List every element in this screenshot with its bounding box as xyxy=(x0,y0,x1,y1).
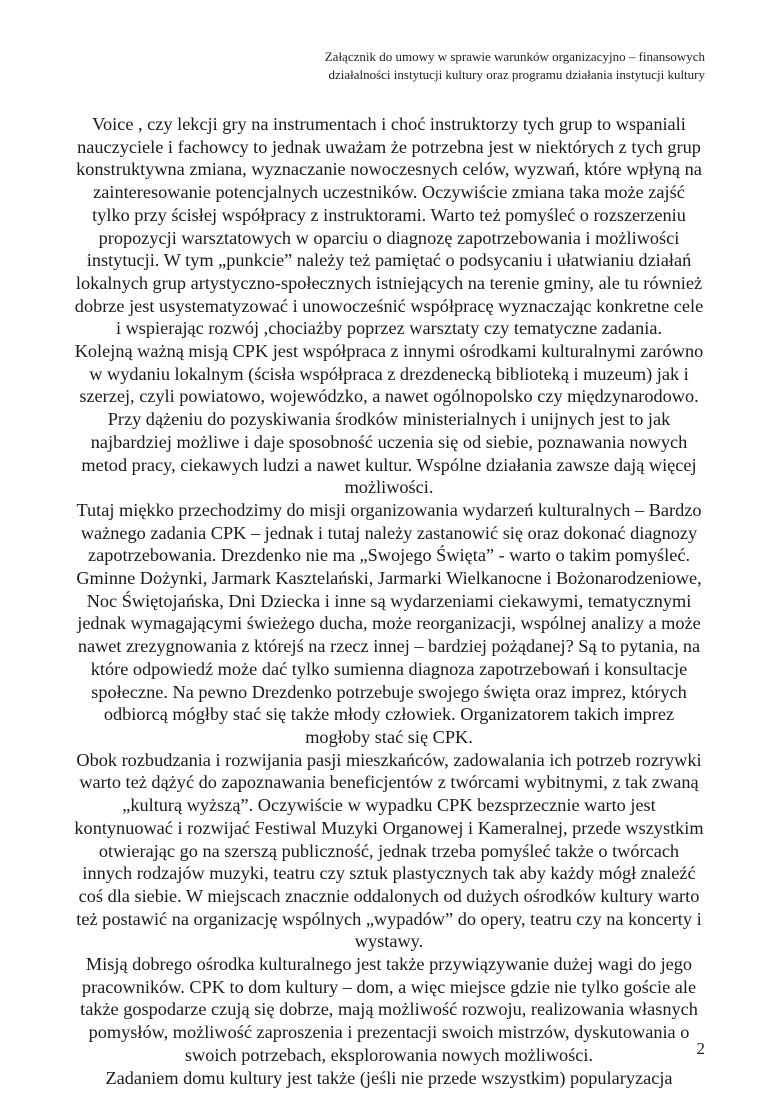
text-line: zapotrzebowania. Drezdenko nie ma „Swojego Święta” - warto o takim pomyśleć. xyxy=(87,545,691,566)
header-line-1: Załącznik do umowy w sprawie warunków organizacyjno – finansowych xyxy=(324,49,705,64)
text-line: także gospodarze czują się dobrze, mają możliwość rozwoju, realizowania własnych xyxy=(80,999,698,1020)
text-line: kontynuować i rozwijać Festiwal Muzyki Organowej i Kameralnej, przede wszystkim xyxy=(74,817,704,838)
text-line: też postawić na organizację wspólnych „wypadów” do opery, teatru czy na koncerty i xyxy=(76,908,702,929)
text-line: propozycji warsztatowych w oparciu o diagnozę zapotrzebowania i możliwości xyxy=(98,227,680,248)
text-line: „kulturą wyższą”. Oczywiście w wypadku CPK bezsprzecznie warto jest xyxy=(122,795,656,816)
text-line: wystawy. xyxy=(354,931,424,952)
text-line: jednak wymagającymi świeżego ducha, może reorganizacji, wspólnej analizy a może xyxy=(77,613,701,634)
text-line: Misją dobrego ośrodka kulturalnego jest także przywiązywanie dużej wagi do jego xyxy=(85,954,693,975)
text-line: Kolejną ważną misją CPK jest współpraca z innymi ośrodkami kulturalnymi zarówno xyxy=(74,341,704,362)
header-line-2: działalności instytucji kultury oraz programu działania instytucji kultury xyxy=(328,67,705,82)
text-line: swoich potrzebach, eksplorowania nowych możliwości. xyxy=(184,1044,594,1065)
text-line: coś dla siebie. W miejscach znacznie oddalonych od dużych ośrodków kultury warto xyxy=(78,885,700,906)
text-line: najbardziej możliwe i daje sposobność uczenia się od siebie, poznawania nowych xyxy=(90,431,688,452)
text-line: Obok rozbudzania i rozwijania pasji mieszkańców, zadowalania ich potrzeb rozrywki xyxy=(76,749,702,770)
text-line: Przy dążeniu do pozyskiwania środków ministerialnych i unijnych jest to jak xyxy=(107,409,671,430)
text-line: które odpowiedź może dać tylko sumienna diagnoza zapotrzebowań i konsultacje xyxy=(90,658,688,679)
text-line: mogłoby stać się CPK. xyxy=(305,726,473,747)
text-line: nawet zrezygnowania z którejś na rzecz innej – bardziej pożądanej? Są to pytania, na xyxy=(77,636,701,657)
text-line: nauczyciele i fachowcy to jednak uważam że potrzebna jest w niektórych z tych grup xyxy=(77,136,701,157)
text-line: pomysłów, możliwość zaproszenia i prezentacji swoich mistrzów, dyskutowania o xyxy=(88,1022,690,1043)
page-header xyxy=(185,48,705,84)
page-number: 2 xyxy=(696,1039,705,1058)
text-line: konstruktywna zmiana, wyznaczanie nowoczesnych celów, wyzwań, które wpłyną na xyxy=(76,159,702,180)
text-line: ważnego zadania CPK – jednak i tutaj należy zastanowić się oraz dokonać diagnozy xyxy=(80,522,698,543)
text-line: metod pracy, ciekawych ludzi a nawet kultur. Wspólne działania zawsze dają więcej xyxy=(81,454,697,475)
text-line: możliwości. xyxy=(344,477,434,498)
text-line: odbiorcą mógłby stać się także młody człowiek. Organizatorem takich imprez xyxy=(103,704,675,725)
document-body xyxy=(68,113,710,1089)
text-line: i wspierając rozwój ,chociażby poprzez warsztaty czy tematyczne zadania. xyxy=(115,318,663,339)
text-line: Voice , czy lekcji gry na instrumentach i choć instruktorzy tych grup to wspaniali xyxy=(92,114,686,134)
text-line: Zadaniem domu kultury jest także (jeśli nie przede wszystkim) popularyzacja xyxy=(105,1067,673,1088)
text-line: pracowników. CPK to dom kultury – dom, a więc miejsce gdzie nie tylko goście ale xyxy=(81,976,697,997)
text-line: Gminne Dożynki, Jarmark Kasztelański, Jarmarki Wielkanocne i Bożonarodzeniowe, xyxy=(76,568,702,589)
text-line: tylko przy ścisłej współpracy z instruktorami. Warto też pomyśleć o rozszerzeniu xyxy=(92,204,686,225)
text-line: szerzej, czyli powiatowo, wojewódzko, a nawet ogólnopolsko czy międzynarodowo. xyxy=(79,386,699,407)
text-line: dobrze jest usystematyzować i unowocześnić współpracę wyznaczając konkretne cele xyxy=(74,295,704,316)
text-line: warto też dążyć do zapoznawania beneficjentów z twórcami wybitnymi, z tak zwaną xyxy=(79,772,699,793)
text-line: społeczne. Na pewno Drezdenko potrzebuje swojego święta oraz imprez, których xyxy=(91,681,687,702)
text-line: Noc Świętojańska, Dni Dziecka i inne są wydarzeniami ciekawymi, tematycznymi xyxy=(86,590,692,611)
text-line: instytucji. W tym „punkcie” należy też pamiętać o podsycaniu i ułatwianiu działań xyxy=(86,250,692,271)
text-line: innych rodzajów muzyki, teatru czy sztuk plastycznych tak aby każdy mógł znaleźć xyxy=(82,863,696,884)
text-line: w wydaniu lokalnym (ścisła współpraca z drezdenecką biblioteką i muzeum) jak i xyxy=(89,363,689,384)
text-line: lokalnych grup artystyczno-społecznych istniejących na terenie gminy, ale tu również xyxy=(75,272,703,293)
text-line: otwierając go na szerszą publiczność, jednak trzeba pomyśleć także o twórcach xyxy=(98,840,680,861)
text-line: Tutaj miękko przechodzimy do misji organizowania wydarzeń kulturalnych – Bardzo xyxy=(76,499,702,520)
text-line: zainteresowanie potencjalnych uczestników. Oczywiście zmiana taka może zajść xyxy=(93,182,685,203)
